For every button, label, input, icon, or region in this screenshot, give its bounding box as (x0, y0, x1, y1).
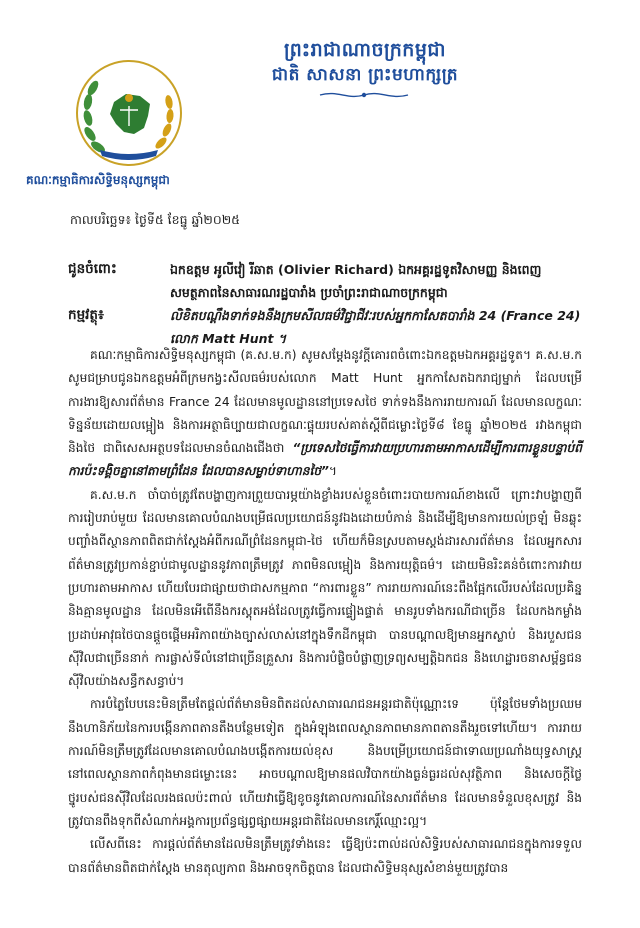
article-title-quote: “ប្រទេសថៃធ្វើការវាយប្រហារតាមអាកាសដើម្បីការពារខ្លួនបន្ទាប់ពីការប៉ះទង្គិចគ្នានៅតាមព្រំដែន ដែលបានសម្លាប់ទាហានថៃ” (68, 441, 582, 479)
paragraph (68, 833, 582, 880)
kingdom-motto: ជាតិ សាសនា ព្រះមហាក្សត្រ (271, 65, 459, 85)
paragraph (68, 344, 582, 484)
to-recipient: ឯកឧត្តម អូលីវៀ រីឆាត (Olivier Richard) ឯកអគ្គរដ្ឋទូតវិសាមញ្ញ និងពេញសមត្ថភាពនៃសាធារណរដ្ឋបារាំង ប្រចាំព្រះរាជាណាចក្រកម្ពុជា (170, 262, 542, 300)
subject-text-content: លិខិតបណ្ដឹងទាក់ទងនឹងក្រមសីលធម៌វិជ្ជាជីវៈរបស់អ្នកកាសែតបារាំង 24 (France 24) លោក Matt Hunt ។ (170, 308, 581, 346)
paragraph-text: លើសពីនេះ ការផ្ដល់ព័ត៌មានដែលមិនត្រឹមត្រូវទាំងនេះ ធ្វើឱ្យប៉ះពាល់ដល់សិទ្ធិរបស់សាធារណជនក្នុងការទទួលបានព័ត៌មានពិតជាក់ស្ដែង មានតុល្យភាព និងអាចទុកចិត្តបាន ដែលជាសិទ្ធិមនុស្សសំខាន់មួយត្រូវបាន (68, 837, 582, 875)
paragraph-tail: ។ (328, 464, 337, 479)
paragraph-text: ការបំភ្លៃបែបនេះមិនត្រឹមតែផ្ដល់ព័ត៌មានមិនពិតដល់សាធារណជនអន្តរជាតិប៉ុណ្ណោះទេ ប៉ុន្តែថែមទាំងប្រឈមនឹងហានិភ័យនៃការបង្កើនភាពតានតឹងបន្ថែមទៀត ក្នុងអំឡុងពេលស្ថានភាពមានភាពតានតឹងរួចទៅហើយ។ ការរាយការណ៍មិនត្រឹមត្រូវដែលមានគោលបំណងបង្កើតការយល់ខុស និងបម្រើប្រយោជន៍ជាទោឈប្រណាំងយុទ្ធសាស្ត្រនៅពេលស្ថានភាពកំពុងមានជម្លោះនេះ អាចបណ្ដាលឱ្យមានផលវិបាកយ៉ាងធ្ងន់ធ្ងរដល់សុវត្ថិភាព និងសេចក្ដីថ្លៃថ្នូរបស់ជនស៊ីវិលដែលរងផលប៉ះពាល់ ហើយវាធ្វើឱ្យខូចនូវគោលការណ៍នៃសារព័ត៌មាន ដែលមានទំនួលខុសត្រូវ និងត្រូវបានពឹងទុកពីសំណាក់អង្គការប្រព័ន្ធផ្សព្វផ្សាយអន្តរជាតិដែលមានកេរ្តិ៍ឈ្មោះល្អ។ (68, 697, 582, 828)
paragraph (68, 693, 582, 833)
subject-label: កម្មវត្ថុ៖ (68, 307, 104, 323)
paragraph (68, 484, 582, 694)
letter-date: កាលបរិច្ឆេទ៖ ថ្ងៃទី៥ ខែធ្នូ ឆ្នាំ២០២៥ (70, 212, 241, 227)
paragraph-text: គណៈកម្មាធិការសិទ្ធិមនុស្សកម្ពុជា (គ.ស.ម.ក) សូមសម្ដែងនូវក្ដីគោរពចំពោះឯកឧត្តមឯកអគ្គរដ្ឋទូត។ គ.ស.ម.ក សូមជម្រាបជូនឯកឧត្តមអំពីក្រមកង្វះសីលធម៌របស់លោក Matt Hunt អ្នកកាសែតឯករាជ្យម្នាក់ ដែលបម្រើការងារឱ្យសារព័ត៌មាន France 24 ដែលមានមូលដ្ឋាននៅប្រទេសថៃ ទាក់ទងនឹងការរាយការណ៍ ដែលមានលក្ខណៈទិន្នន័យដោយលម្អៀង និងការអត្ថាធិប្បាយជាលក្ខណៈផ្ទុយរបស់គាត់ស្ដីពីជម្លោះថ្ងៃទី៨ ខែធ្នូ ឆ្នាំ២០២៥ រវាងកម្ពុជា និងថៃ ជាពិសេសអត្ថបទដែលមានចំណងជើងថា (68, 348, 582, 456)
paragraph-text: គ.ស.ម.ក ចាំបាច់ត្រូវតែបង្ហាញការព្រួយបារម្ភយ៉ាងខ្លាំងរបស់ខ្លួនចំពោះរបាយការណ៍ខាងលើ ព្រោះវាបង្ហាញពីការរៀបរាប់មួយ ដែលមានគោលបំណងបម្រើផលប្រយោជន៍នូវឯងដោយបំភាន់ និងដើម្បីឱ្យមានការយល់ច្រឡំ មិនឆ្លុះបញ្ចាំងពីស្ថានភាពពិតជាក់ស្ដែងអំពីករណីព្រំដែនកម្ពុជា-ថៃ ហើយក៏មិនស្របតាមស្ដង់ដារសារព័ត៌មាន ដែលអ្នកសារព័ត៌មានត្រូវប្រកាន់ខ្ជាប់ជាមូលដ្ឋាននូវភាពត្រឹមត្រូវ ភាពមិនលម្អៀង និងការយុត្តិធម៌។ ដោយមិនរិះគន់ចំពោះការវាយប្រហារតាមអាកាស ហើយបែរជាផ្សាយថាជាសកម្មភាព “ការពារខ្លួន” ការរាយការណ៍នេះពឹងផ្អែកលើរបស់ដែលប្រគិន្ន និងគ្មានមូលដ្ឋាន ដែលមិនអើពើនឹងករស្ដុតអង់ដែលត្រូវធ្វើការផ្ទៀងផ្ទាត់ មានរូបទាំងករណីជាច្រើន ដែលកងកម្លាំងប្រដាប់អាវុធថៃបានផ្ដួចផ្ដើមអរិភាពយ៉ាងច្បាស់លាស់នៅក្នុងទឹកដីកម្ពុជា បានបណ្ដាលឱ្យមានអ្នកស្លាប់ និងរបួសជនស៊ីវិលជាច្រើននាក់ ការផ្លាស់ទីលំនៅជាច្រើនគ្រួសារ និងការបំផ្លិចបំផ្លាញទ្រព្យសម្បត្តិឯកជន និងហេដ្ឋារចនាសម្ព័ន្ធជនស៊ីវិលយ៉ាងសន្ធឹកសន្ធាប់។ (68, 487, 582, 689)
ornament-divider-icon (318, 90, 410, 100)
kingdom-title: ព្រះរាជាណាចក្រកម្ពុជា (284, 39, 446, 61)
organization-name: គណៈកម្មាធិការសិទ្ធិមនុស្សកម្ពុជា (26, 173, 170, 187)
to-label: ជូនចំពោះ (68, 261, 117, 277)
letter-body (68, 344, 582, 880)
logo-abbrev: គ.ស.ម.ក (119, 148, 139, 154)
